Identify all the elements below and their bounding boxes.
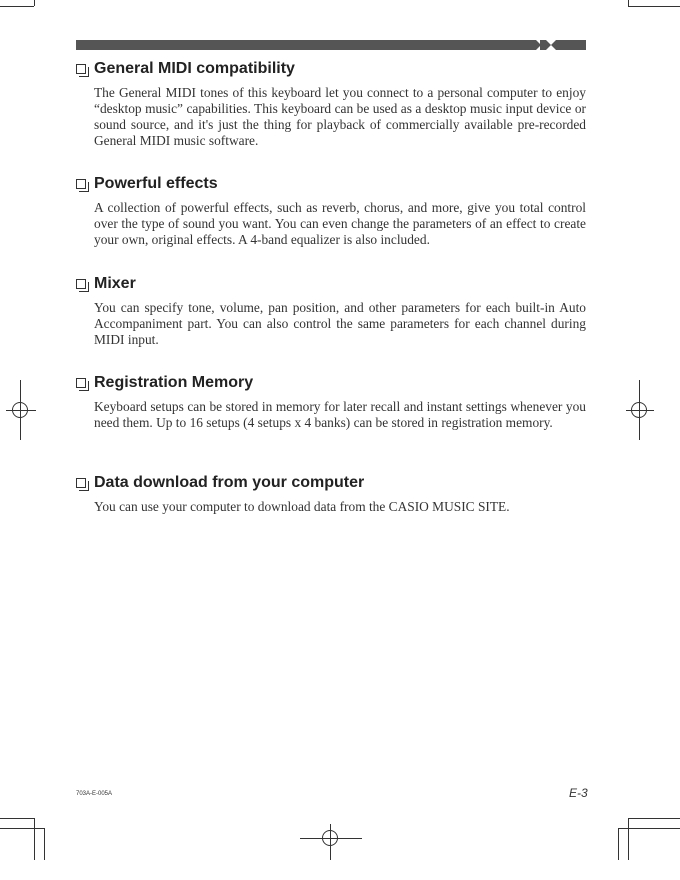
checkbox-icon — [76, 279, 86, 289]
checkbox-icon — [76, 64, 86, 74]
section-body: Keyboard setups can be stored in memory for later recall and instant settings whenever you need them. Up to 16 setups (4 setups x 4 banks) can be stored in registration memory. — [94, 399, 586, 430]
section-title: Mixer — [94, 275, 136, 292]
checkbox-icon — [76, 478, 86, 488]
checkbox-icon — [76, 378, 86, 388]
section-title: Powerful effects — [94, 175, 218, 192]
checkbox-icon — [76, 179, 86, 189]
section-data-download — [76, 473, 586, 515]
section-body: A collection of powerful effects, such as reverb, chorus, and more, give you total control over the type of sound you want. You can even change the parameters of an effect to create your own, original effects. A 4-band equalizer is also included. — [94, 200, 586, 247]
section-mixer — [76, 274, 586, 348]
section-registration-memory — [76, 373, 586, 431]
section-title: Data download from your computer — [94, 474, 365, 491]
section-body: You can specify tone, volume, pan position, and other parameters for each built-in Auto Accompaniment part. You can also control the same parameters for each channel during MIDI input. — [94, 300, 586, 347]
section-body: You can use your computer to download data from the CASIO MUSIC SITE. — [94, 499, 510, 514]
page-number: E-3 — [569, 786, 588, 800]
section-body: The General MIDI tones of this keyboard let you connect to a personal computer to enjoy “desktop music” capabilities. This keyboard can be used as a desktop music input device or sound source, and it's just the thing for playback of commercially available pre-recorded General MIDI music software. — [94, 85, 586, 148]
section-powerful-effects — [76, 174, 586, 248]
section-general-midi — [76, 59, 586, 149]
section-title: General MIDI compatibility — [94, 60, 295, 77]
document-code: 703A-E-005A — [76, 791, 113, 797]
section-title: Registration Memory — [94, 374, 254, 391]
